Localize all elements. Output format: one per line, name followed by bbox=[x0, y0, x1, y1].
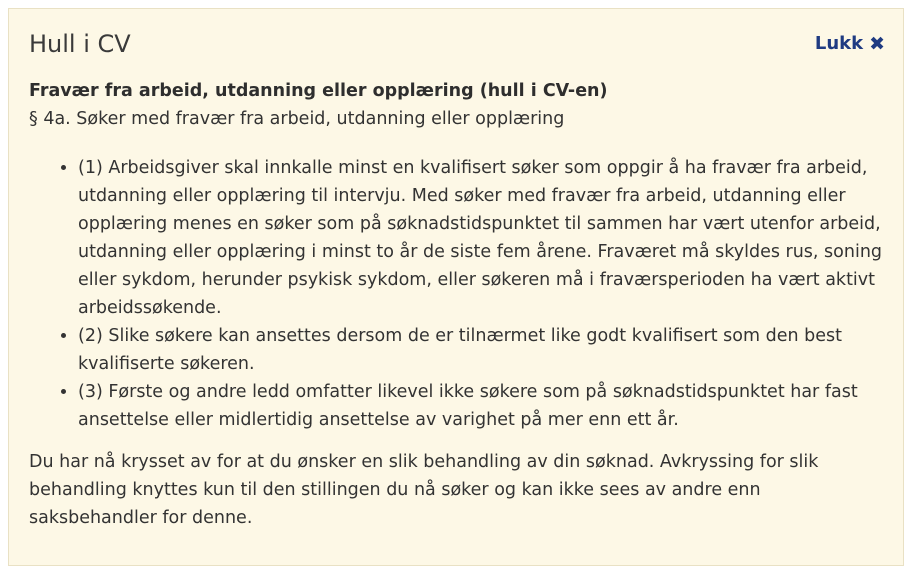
section-reference: § 4a. Søker med fravær fra arbeid, utdanning eller opplæring bbox=[29, 109, 565, 129]
list-item: • (1) Arbeidsgiver skal innkalle minst en kvalifisert søker som oppgir å ha fravær fra arbeid, utdanning eller opplæring til intervju. Med søker med fravær fra arbeid, utdanning eller opplæring menes en søker som på søknadstidspunktet til sammen har vært utenfor arbeid, utdanning eller opplæring i minst to år de siste fem årene. Fraværet må skyldes rus, soning eller sykdom, herunder psykisk sykdom, eller søkeren må i fraværsperioden ha vært aktivt arbeidssøkende. bbox=[78, 154, 883, 322]
close-icon: ✖ bbox=[869, 33, 885, 55]
close-button-label: Lukk bbox=[814, 33, 864, 54]
confirmation-note: Du har nå krysset av for at du ønsker en slik behandling av din søknad. Avkryssing for slik behandling knyttes kun til den stillingen du nå søker og kan ikke sees av andre enn saksbehandler for denne. bbox=[29, 452, 819, 528]
panel-content bbox=[29, 77, 883, 532]
paragraph-list bbox=[29, 154, 883, 434]
panel-header bbox=[29, 29, 885, 61]
list-item: • (3) Første og andre ledd omfatter likevel ikke søkere som på søknadstidspunktet har fast ansettelse eller midlertidig ansettelse av varighet på mer enn ett år. bbox=[78, 378, 883, 434]
close-button[interactable] bbox=[815, 32, 885, 56]
info-panel bbox=[8, 8, 904, 566]
section-heading: Fravær fra arbeid, utdanning eller opplæring (hull i CV-en) bbox=[29, 81, 608, 101]
panel-title: Hull i CV bbox=[29, 30, 131, 58]
list-item: • (2) Slike søkere kan ansettes dersom de er tilnærmet like godt kvalifisert som den best kvalifiserte søkeren. bbox=[78, 322, 883, 378]
